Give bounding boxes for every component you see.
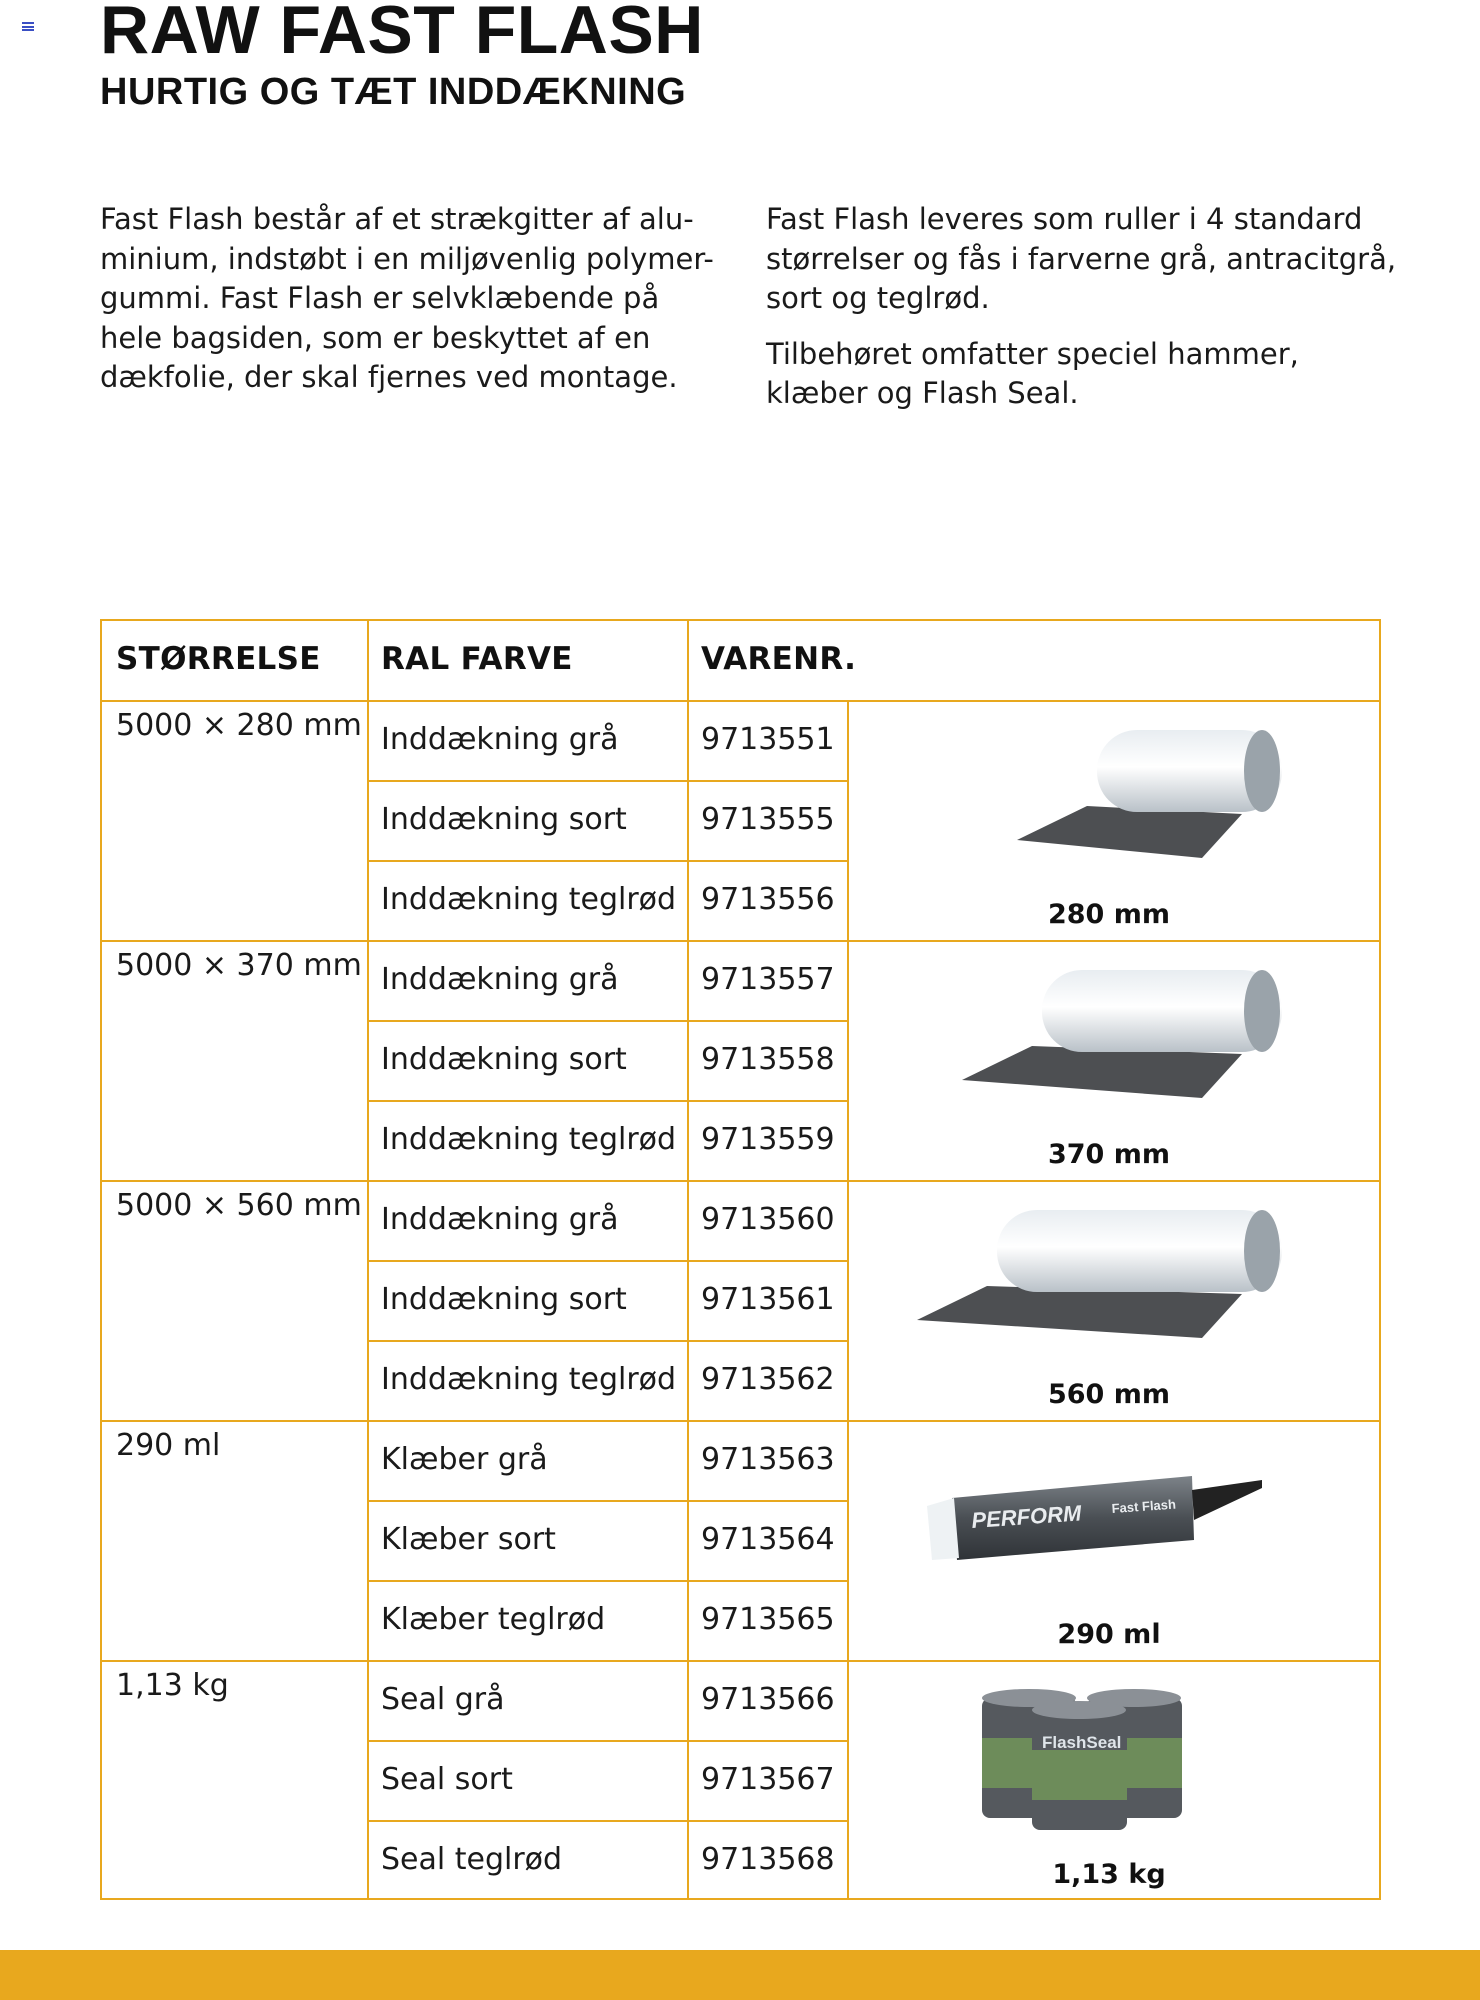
- page-subtitle: HURTIG OG TÆT INDDÆKNING: [100, 71, 687, 113]
- roll-560-image: [862, 1188, 1362, 1378]
- roll-280-image: [862, 708, 1362, 898]
- flash-seal-cans-image: [862, 1668, 1362, 1858]
- size-cell: 1,13 kg: [116, 1668, 229, 1703]
- table-gridline: [102, 1420, 1379, 1422]
- size-cell: 5000 × 280 mm: [116, 708, 362, 743]
- image-caption: 280 mm: [1047, 899, 1171, 930]
- color-cell: Klæber sort: [381, 1522, 556, 1557]
- intro-left-text: Fast Flash består af et strækgitter af alu-minium, indstøbt i en miljøvenlig polymer-gummi. Fast Flash er selvklæbende på hele bagsiden, som er beskyttet af en dækfolie, der skal fjernes ved montage.: [100, 202, 714, 394]
- table-gridline: [367, 1500, 847, 1502]
- table-gridline: [367, 780, 847, 782]
- item-number-cell: 9713565: [701, 1602, 835, 1637]
- roll-end: [1244, 970, 1280, 1052]
- item-number-cell: 9713559: [701, 1122, 835, 1157]
- image-caption: 290 ml: [1057, 1619, 1161, 1650]
- table-gridline: [367, 860, 847, 862]
- item-number-cell: 9713560: [701, 1202, 835, 1237]
- can-label-text: FlashSeal: [1042, 1733, 1122, 1752]
- roll-end: [1244, 1210, 1280, 1292]
- color-cell: Seal grå: [381, 1682, 505, 1717]
- color-cell: Inddækning grå: [381, 962, 619, 997]
- color-cell: Inddækning sort: [381, 1282, 627, 1317]
- color-cell: Seal sort: [381, 1762, 513, 1797]
- intro-right-text-1: Fast Flash leveres som ruller i 4 standard størrelser og fås i farverne grå, antracitgrå, sort og teglrød.: [766, 202, 1397, 315]
- item-number-cell: 9713567: [701, 1762, 835, 1797]
- product-table: [100, 619, 1381, 1900]
- image-caption: 560 mm: [1047, 1379, 1171, 1410]
- tube-sublabel-text: Fast Flash: [1111, 1496, 1177, 1516]
- color-cell: Inddækning grå: [381, 1202, 619, 1237]
- page-title: RAW FAST FLASH: [100, 0, 704, 68]
- sheet-shape: [1017, 806, 1242, 858]
- header-item-no: VARENR.: [701, 641, 857, 677]
- roll-body: [997, 1210, 1282, 1292]
- table-gridline: [102, 940, 1379, 942]
- table-gridline: [367, 1260, 847, 1262]
- tube-nozzle: [1192, 1480, 1262, 1520]
- image-caption: 1,13 kg: [1052, 1859, 1166, 1890]
- table-gridline: [367, 1740, 847, 1742]
- table-gridline: [367, 1820, 847, 1822]
- menu-icon[interactable]: [22, 22, 34, 31]
- color-cell: Inddækning sort: [381, 802, 627, 837]
- table-gridline: [102, 1180, 1379, 1182]
- intro-right-text-2: Tilbehøret omfatter speciel hammer, klæber og Flash Seal.: [766, 336, 1299, 410]
- sheet-shape: [962, 1046, 1242, 1098]
- item-number-cell: 9713564: [701, 1522, 835, 1557]
- item-number-cell: 9713551: [701, 722, 835, 757]
- color-cell: Inddækning grå: [381, 722, 619, 757]
- item-number-cell: 9713562: [701, 1362, 835, 1397]
- header-size: STØRRELSE: [116, 641, 321, 677]
- item-number-cell: 9713556: [701, 882, 835, 917]
- size-cell: 5000 × 560 mm: [116, 1188, 362, 1223]
- roll-370-image: [862, 948, 1362, 1138]
- size-cell: 5000 × 370 mm: [116, 948, 362, 983]
- sheet-shape: [917, 1286, 1242, 1338]
- table-gridline: [102, 1660, 1379, 1662]
- size-cell: 290 ml: [116, 1428, 221, 1463]
- color-cell: Klæber grå: [381, 1442, 548, 1477]
- item-number-cell: 9713568: [701, 1842, 835, 1877]
- table-gridline: [367, 1020, 847, 1022]
- image-caption: 370 mm: [1047, 1139, 1171, 1170]
- table-gridline: [367, 1100, 847, 1102]
- header-color: RAL FARVE: [381, 641, 573, 677]
- color-cell: Seal teglrød: [381, 1842, 563, 1877]
- table-gridline: [367, 1580, 847, 1582]
- tube-cap: [927, 1498, 959, 1560]
- roll-end: [1244, 730, 1280, 812]
- item-number-cell: 9713557: [701, 962, 835, 997]
- adhesive-tube-image: [862, 1428, 1362, 1618]
- item-number-cell: 9713563: [701, 1442, 835, 1477]
- item-number-cell: 9713561: [701, 1282, 835, 1317]
- intro-right-column: [766, 200, 1406, 430]
- item-number-cell: 9713558: [701, 1042, 835, 1077]
- table-gridline: [367, 1340, 847, 1342]
- color-cell: Klæber teglrød: [381, 1602, 606, 1637]
- table-gridline: [102, 700, 1379, 702]
- item-number-cell: 9713555: [701, 802, 835, 837]
- paint-can-3: [1032, 1701, 1127, 1830]
- color-cell: Inddækning teglrød: [381, 1362, 677, 1397]
- footer-accent-band: [0, 1950, 1480, 2000]
- table-gridline: [847, 700, 849, 1898]
- color-cell: Inddækning sort: [381, 1042, 627, 1077]
- color-cell: Inddækning teglrød: [381, 1122, 677, 1157]
- tube-label-text: PERFORM: [970, 1500, 1083, 1533]
- item-number-cell: 9713566: [701, 1682, 835, 1717]
- intro-left-column: [100, 200, 720, 414]
- color-cell: Inddækning teglrød: [381, 882, 677, 917]
